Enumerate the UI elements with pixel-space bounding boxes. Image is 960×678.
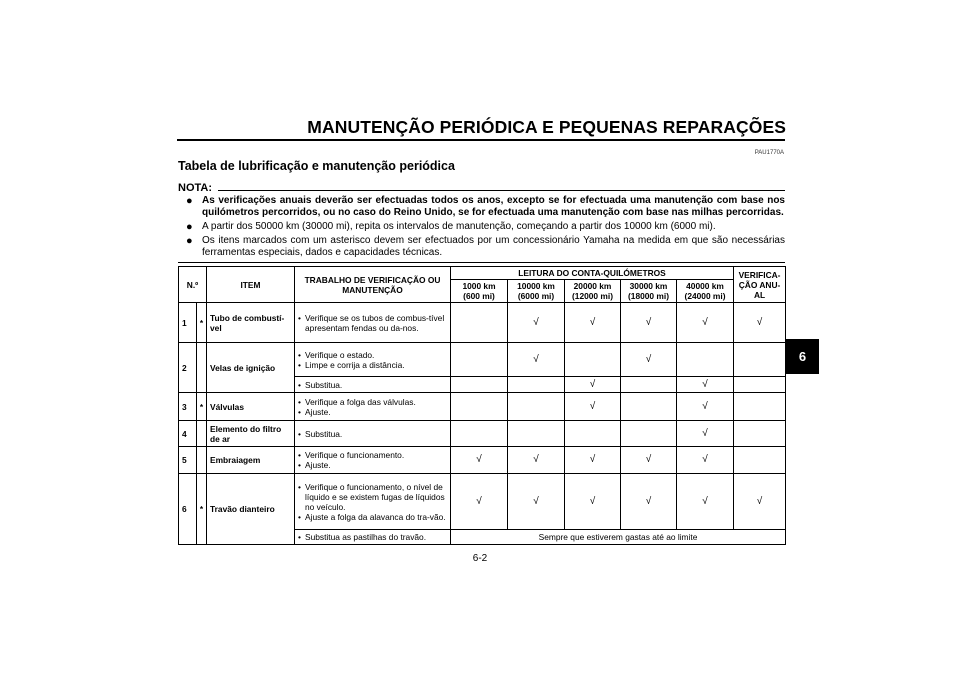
- check-mark: √: [565, 377, 621, 393]
- row-work: • Verifique o funcionamento, o nível de líquido e se existem fugas de líquidos no veículo. • Ajuste a folga da alavanca do tra-vão.: [295, 474, 451, 530]
- table-row: [179, 343, 786, 377]
- asterisk-mark: *: [197, 393, 207, 421]
- row-item: Tubo de combustí-vel: [207, 303, 295, 343]
- row-number: 2: [179, 343, 197, 393]
- row-work: • Substitua.: [295, 421, 451, 447]
- table-row: [179, 474, 786, 530]
- interval-header: 1000 km (600 mi): [451, 280, 508, 303]
- check-mark: √: [508, 343, 565, 377]
- interval-header: 20000 km (12000 mi): [565, 280, 621, 303]
- check-mark: √: [734, 474, 786, 530]
- row-number: 3: [179, 393, 197, 421]
- table-row: [179, 447, 786, 474]
- check-mark: √: [677, 447, 734, 474]
- check-mark: √: [677, 393, 734, 421]
- row-item: Embraiagem: [207, 447, 295, 474]
- header-item: ITEM: [207, 267, 295, 303]
- check-mark: √: [621, 474, 677, 530]
- row-item: Velas de ignição: [207, 343, 295, 393]
- section-title: Tabela de lubrificação e manutenção periódica: [178, 159, 455, 173]
- maintenance-table: [178, 266, 786, 545]
- title-rule: [177, 139, 785, 141]
- check-mark: √: [621, 343, 677, 377]
- note-rule: [218, 190, 785, 191]
- check-mark: √: [677, 303, 734, 343]
- interval-header: 10000 km (6000 mi): [508, 280, 565, 303]
- bullet-icon: ●: [186, 195, 193, 207]
- table-row: [179, 393, 786, 421]
- row-work: • Verifique a folga das válvulas. • Ajuste.: [295, 393, 451, 421]
- section-code: PAU1770A: [754, 150, 784, 156]
- header-num: N.º: [179, 267, 207, 303]
- row-item: Travão dianteiro: [207, 474, 295, 545]
- check-mark: √: [451, 474, 508, 530]
- row-item: Elemento do filtro de ar: [207, 421, 295, 447]
- check-mark: √: [734, 303, 786, 343]
- note-bullet-text: A partir dos 50000 km (30000 mi), repita os intervalos de manutenção, começando a partir dos 10000 km (6000 mi).: [202, 221, 716, 232]
- table-row: [179, 303, 786, 343]
- header-work: TRABALHO DE VERIFICAÇÃO OU MANUTENÇÃO: [295, 267, 451, 303]
- check-mark: √: [677, 377, 734, 393]
- header-row: [179, 267, 786, 280]
- check-mark: √: [677, 474, 734, 530]
- row-number: 1: [179, 303, 197, 343]
- check-mark: √: [565, 447, 621, 474]
- asterisk-mark: *: [197, 303, 207, 343]
- row-number: 4: [179, 421, 197, 447]
- check-mark: √: [565, 303, 621, 343]
- check-mark: √: [565, 474, 621, 530]
- bullet-icon: ●: [186, 235, 193, 247]
- check-mark: √: [677, 421, 734, 447]
- row-work: • Substitua as pastilhas do travão.: [295, 530, 451, 545]
- row-number: 5: [179, 447, 197, 474]
- interval-header: 40000 km (24000 mi): [677, 280, 734, 303]
- header-annual: VERIFICA-ÇÃO ANU-AL: [734, 267, 786, 303]
- asterisk-mark: [197, 421, 207, 447]
- bullets-rule: [178, 262, 785, 263]
- bullet-icon: ●: [186, 221, 193, 233]
- note-bullet-text: As verificações anuais deverão ser efectuadas todos os anos, excepto se for efectuada uma manutenção com base nos quilómetros percorridos, ou no caso do Reino Unido, se for efectuada uma manutenção com base nas milhas percorridas.: [202, 195, 785, 218]
- row-work: • Substitua.: [295, 377, 451, 393]
- table-row: [179, 421, 786, 447]
- row-work: • Verifique o funcionamento. • Ajuste.: [295, 447, 451, 474]
- page-title: MANUTENÇÃO PERIÓDICA E PEQUENAS REPARAÇÕES: [307, 117, 786, 137]
- note-bullets: [186, 195, 785, 261]
- check-mark: √: [508, 303, 565, 343]
- row-work: • Verifique o estado. • Limpe e corrija a distância.: [295, 343, 451, 377]
- chapter-tab: 6: [786, 339, 819, 374]
- asterisk-mark: *: [197, 474, 207, 545]
- check-mark: √: [508, 474, 565, 530]
- row-item: Válvulas: [207, 393, 295, 421]
- note-bullet: [186, 235, 785, 259]
- replacement-limit-note: Sempre que estiverem gastas até ao limite: [451, 530, 786, 545]
- row-work: • Verifique se os tubos de combus-tível apresentam fendas ou da-nos.: [295, 303, 451, 343]
- note-header: [178, 182, 785, 194]
- check-mark: √: [621, 303, 677, 343]
- check-mark: √: [621, 447, 677, 474]
- interval-header: 30000 km (18000 mi): [621, 280, 677, 303]
- check-mark: √: [451, 447, 508, 474]
- check-mark: √: [508, 447, 565, 474]
- row-number: 6: [179, 474, 197, 545]
- note-bullet-text: Os itens marcados com um asterisco devem ser efectuados por um concessionário Yamaha na medida em que são necessárias ferramentas especiais, dados e capacidades técnicas.: [202, 235, 785, 258]
- note-bullet: [186, 221, 785, 233]
- header-odometer: LEITURA DO CONTA-QUILÓMETROS: [451, 267, 734, 280]
- page-number: 6-2: [472, 553, 488, 564]
- check-mark: √: [565, 393, 621, 421]
- asterisk-mark: [197, 447, 207, 474]
- note-label: NOTA:: [178, 182, 213, 194]
- asterisk-mark: [197, 343, 207, 393]
- note-bullet: [186, 195, 785, 219]
